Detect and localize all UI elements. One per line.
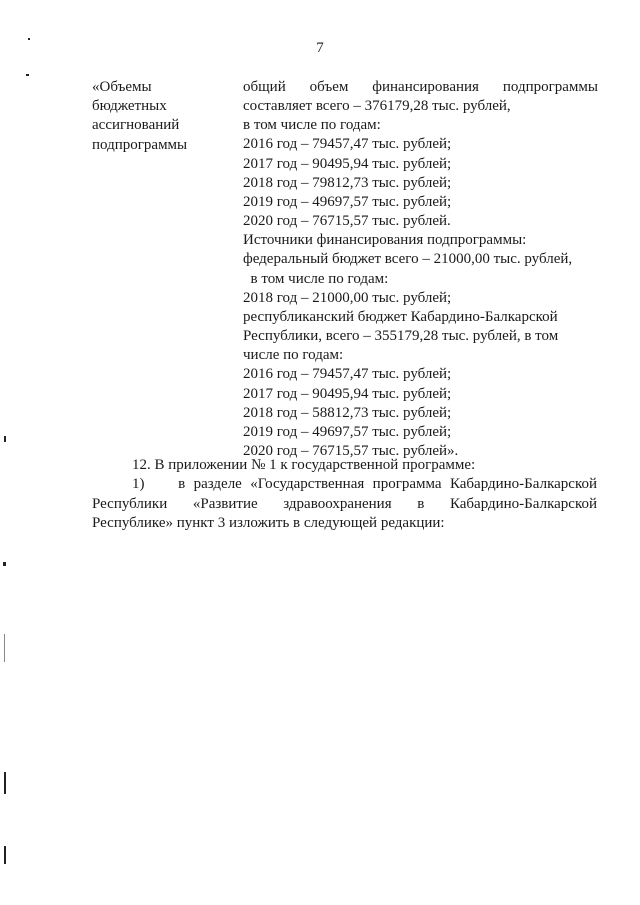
value-line: Республики, всего – 355179,28 тыс. рублей, в том (243, 328, 559, 345)
scan-mark (4, 846, 6, 864)
scan-mark (4, 436, 6, 442)
value-line: 2019 год – 49697,57 тыс. рублей; (243, 423, 452, 440)
scan-dot (26, 74, 29, 76)
value-line: 2017 год – 90495,94 тыс. рублей; (243, 155, 452, 172)
value-line: 2019 год – 49697,57 тыс. рублей; (243, 193, 452, 210)
label-line: ассигнований (92, 117, 180, 134)
value-line: федеральный бюджет всего – 21000,00 тыс. рублей, (243, 251, 573, 268)
value-line: 2020 год – 76715,57 тыс. рублей». (243, 442, 459, 459)
value-line: числе по годам: (243, 347, 344, 364)
scan-mark (4, 772, 6, 794)
value-line: республиканский бюджет Кабардино-Балкарской (243, 308, 558, 325)
subitem-1-line: Республики «Развитие здравоохранения в Кабардино-Балкарской (92, 495, 597, 512)
value-line: в том числе по годам: (243, 270, 389, 287)
passport-row-value (243, 78, 598, 461)
value-line: 2018 год – 21000,00 тыс. рублей; (243, 289, 452, 306)
value-line: 2016 год – 79457,47 тыс. рублей; (243, 136, 452, 153)
scan-mark (4, 634, 5, 662)
value-line: 2020 год – 76715,57 тыс. рублей. (243, 213, 451, 230)
subitem-1-line: 1) в разделе «Государственная программа Кабардино-Балкарской (132, 476, 597, 493)
value-line: 2016 год – 79457,47 тыс. рублей; (243, 366, 452, 383)
scan-mark (3, 562, 6, 566)
page-number: 7 (316, 40, 324, 56)
label-line: подпрограммы (92, 136, 188, 153)
label-line: «Объемы (92, 79, 152, 95)
subitem-1-line: Республике» пункт 3 изложить в следующей редакции: (92, 515, 445, 532)
label-line: бюджетных (92, 98, 167, 115)
value-line: общий объем финансирования подпрограммы (243, 79, 598, 95)
value-line: составляет всего – 376179,28 тыс. рублей, (243, 98, 511, 115)
item-12-paragraph: 12. В приложении № 1 к государственной программе: (132, 457, 476, 473)
value-line: 2017 год – 90495,94 тыс. рублей; (243, 385, 452, 402)
value-line: 2018 год – 58812,73 тыс. рублей; (243, 404, 452, 421)
passport-row-label (92, 78, 232, 155)
value-line: Источники финансирования подпрограммы: (243, 232, 527, 249)
value-line: 2018 год – 79812,73 тыс. рублей; (243, 174, 452, 191)
value-line: в том числе по годам: (243, 117, 381, 134)
amendment-text (92, 456, 597, 534)
scan-dot (28, 38, 30, 40)
